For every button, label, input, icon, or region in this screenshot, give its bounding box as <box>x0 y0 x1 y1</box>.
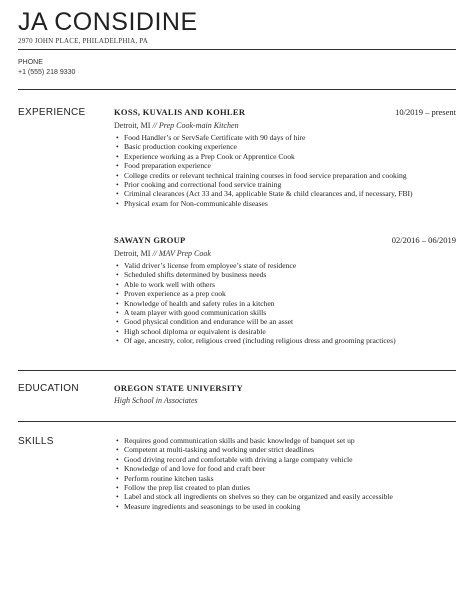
list-item: • Good physical condition and endurance will be an asset <box>114 317 456 326</box>
job-entry <box>114 107 456 208</box>
employer-name: KOSS, KUVALIS AND KOHLER <box>114 107 246 117</box>
employer-name: SAWAYN GROUP <box>114 235 186 245</box>
school-name: OREGON STATE UNIVERSITY <box>114 383 243 393</box>
list-item: • Food Handler’s or ServSafe Certificate with 90 days of hire <box>114 133 456 142</box>
list-item: • Knowledge of health and safety rules in a kitchen <box>114 299 456 308</box>
list-item: • High school diploma or equivalent is desirable <box>114 327 456 336</box>
list-item: • Proven experience as a prep cook <box>114 289 456 298</box>
role-separator: // <box>150 121 159 130</box>
job-entry <box>114 235 456 346</box>
job-location-role <box>114 121 456 130</box>
candidate-name: JA CONSIDINE <box>18 8 198 36</box>
list-item: • Measure ingredients and seasonings to be used in cooking <box>114 502 456 511</box>
list-item: • Able to work well with others <box>114 280 456 289</box>
list-item: • Valid driver’s license from employee’s state of residence <box>114 261 456 270</box>
job-duties-list <box>114 261 456 346</box>
list-item: • Criminal clearances (Act 33 and 34, applicable State & child clearances and, if necessary, FBI) <box>114 189 456 198</box>
list-item: • Food preparation experience <box>114 161 456 170</box>
list-item: • Experience working as a Prep Cook or Apprentice Cook <box>114 152 456 161</box>
list-item: • College credits or relevant technical training courses in food service preparation and cooking <box>114 171 456 180</box>
section-divider <box>18 370 456 371</box>
job-role: MAV Prep Cook <box>158 249 211 258</box>
list-item: • Prior cooking and correctional food service training <box>114 180 456 189</box>
list-item: • Follow the prep list created to plan duties <box>114 483 456 492</box>
list-item: • Of age, ancestry, color, religious creed (including religious dress and grooming practices) <box>114 336 456 345</box>
role-separator: // <box>150 249 159 258</box>
skills-entry <box>114 436 456 511</box>
list-item: • Competent at multi-tasking and working under strict deadlines <box>114 445 456 454</box>
skills-heading: SKILLS <box>18 436 54 447</box>
experience-heading: EXPERIENCE <box>18 107 86 118</box>
education-heading: EDUCATION <box>18 383 79 394</box>
phone-label: PHONE <box>18 59 43 66</box>
job-location: Detroit, MI <box>114 121 151 130</box>
list-item: • Basic production cooking experience <box>114 142 456 151</box>
list-item: • Perform routine kitchen tasks <box>114 474 456 483</box>
employment-dates: 02/2016 – 06/2019 <box>391 235 456 245</box>
skills-list <box>114 436 456 511</box>
contact-divider <box>18 89 456 90</box>
job-location: Detroit, MI <box>114 249 151 258</box>
section-divider <box>18 421 456 422</box>
list-item: • Good driving record and comfortable with driving a large company vehicle <box>114 455 456 464</box>
job-location-role <box>114 249 456 258</box>
list-item: • Physical exam for Non-communicable diseases <box>114 199 456 208</box>
list-item: • Knowledge of and love for food and craft beer <box>114 464 456 473</box>
list-item: • Requires good communication skills and basic knowledge of banquet set up <box>114 436 456 445</box>
list-item: • Label and stock all ingredients on shelves so they can be organized and easily accessible <box>114 492 456 501</box>
education-entry <box>114 383 456 405</box>
list-item: • Scheduled shifts determined by business needs <box>114 270 456 279</box>
job-duties-list <box>114 133 456 208</box>
header-divider <box>18 49 456 50</box>
degree: High School in Associates <box>114 396 198 405</box>
job-role: Prep Cook-main Kitchen <box>158 121 239 130</box>
employment-dates: 10/2019 – present <box>395 107 456 117</box>
address: 2970 JOHN PLACE, PHILADELPHIA, PA <box>18 37 149 45</box>
list-item: • A team player with good communication skills <box>114 308 456 317</box>
phone-number: +1 (555) 218 9330 <box>18 69 76 76</box>
